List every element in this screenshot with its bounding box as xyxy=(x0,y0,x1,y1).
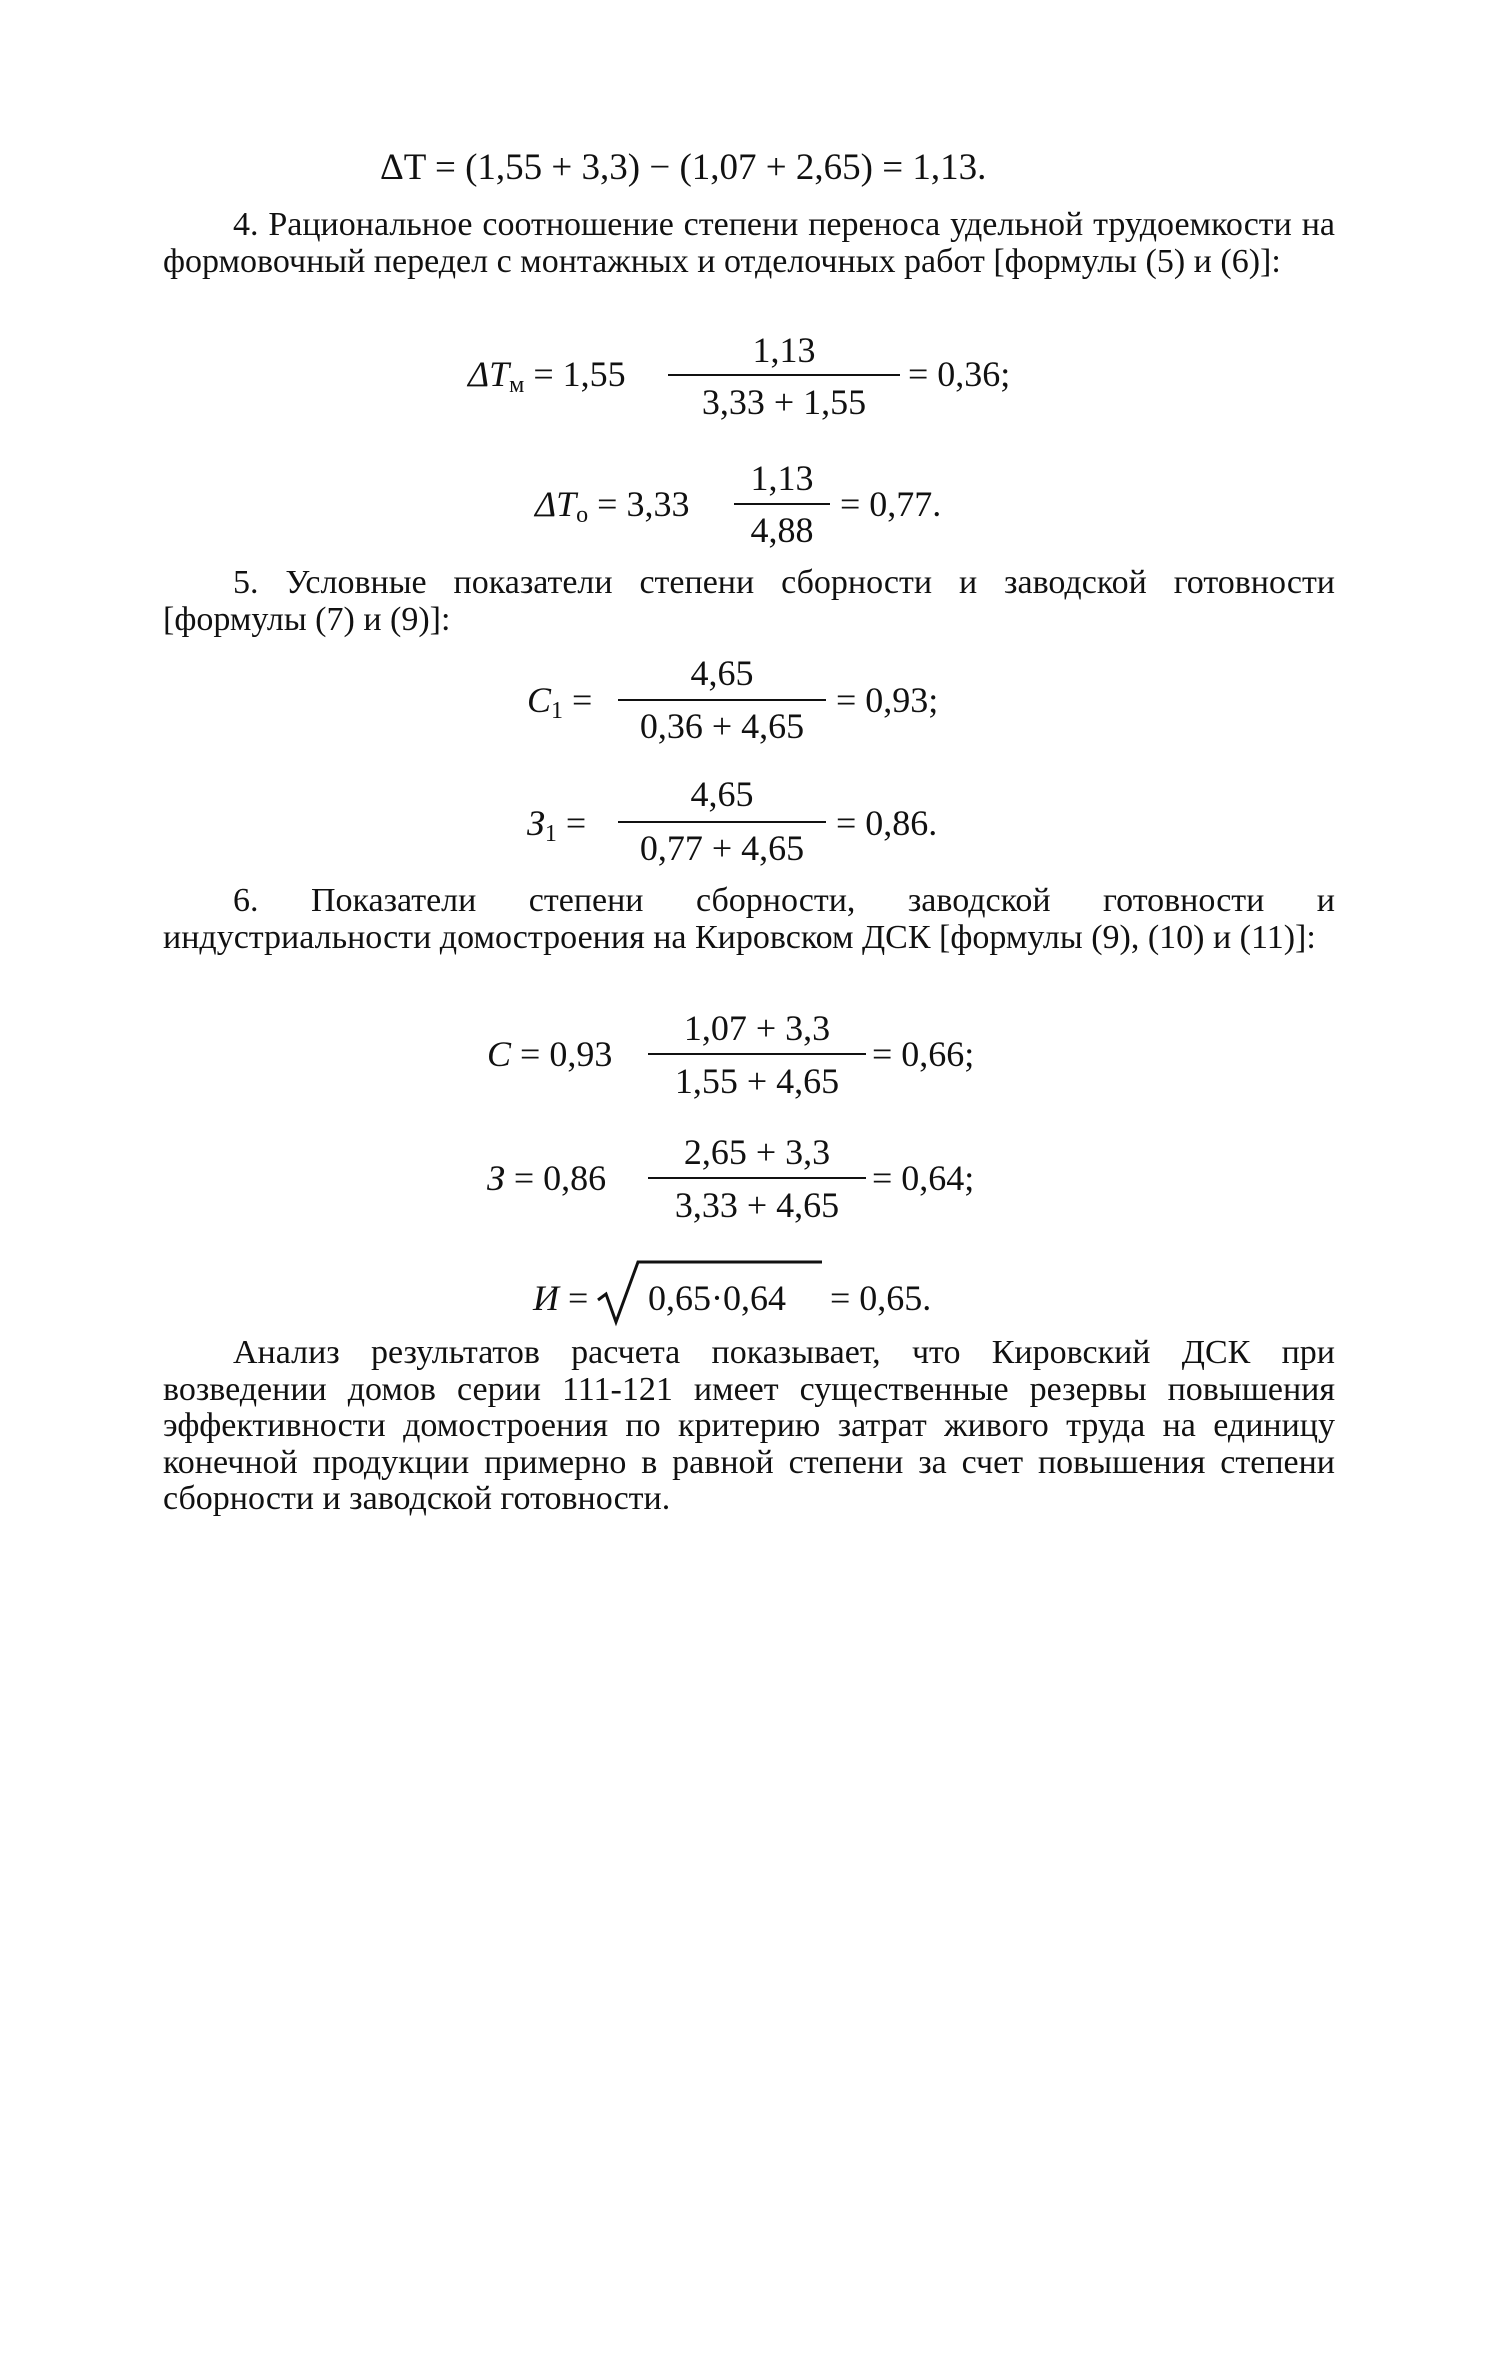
paragraph-5-text: 5. Условные показатели степени сборности и заводской готовности [формулы (7) и (9)]: xyxy=(163,564,1335,638)
equation-delta-tm-var: ΔT xyxy=(468,354,510,394)
equation-z1-eq: = xyxy=(565,803,587,843)
equation-delta-tm-numerator: 1,13 xyxy=(752,330,816,370)
equation-z1-numerator: 4,65 xyxy=(690,774,754,814)
equation-z1-result: = 0,86. xyxy=(836,803,938,843)
paragraph-4 xyxy=(163,207,1335,280)
equation-c1-fraction-bar xyxy=(618,699,826,701)
equation-delta-tm-result: = 0,36; xyxy=(908,354,1011,394)
equation-c1-denominator: 0,36 + 4,65 xyxy=(639,706,805,746)
equation-z-fraction-bar xyxy=(648,1177,866,1179)
equation-c1-eq: = xyxy=(572,680,593,720)
equation-z-var: З xyxy=(487,1158,505,1198)
equation-c-numerator: 1,07 + 3,3 xyxy=(683,1008,831,1048)
equation-z-result: = 0,64; xyxy=(872,1158,975,1198)
equation-delta-t-text: ΔT = (1,55 + 3,3) − (1,07 + 2,65) = 1,13. xyxy=(380,147,987,188)
equation-c-result: = 0,66; xyxy=(872,1034,975,1074)
equation-c1-numerator: 4,65 xyxy=(690,653,754,693)
equation-z-coef: = 0,86 xyxy=(513,1158,607,1198)
equation-delta-tm-sub: м xyxy=(509,372,525,398)
equation-i-radicand: 0,65·0,64 xyxy=(648,1278,786,1318)
equation-delta-tm-denominator: 3,33 + 1,55 xyxy=(701,382,867,422)
conclusion-text: Анализ результатов расчета показывает, что Кировский ДСК при возведении домов серии 111-121 имеет существенные резервы повышения эффективности домостроения по критерию затрат живого труда на единицу конечной продукции примерно в равной степени за счет повышения степени сборности и заводской готовности. xyxy=(163,1334,1335,1517)
equation-c1-result: = 0,93; xyxy=(836,680,939,720)
equation-delta-to-denominator: 4,88 xyxy=(750,510,814,550)
equation-delta-to-numerator: 1,13 xyxy=(750,458,814,498)
equation-c-fraction-bar xyxy=(648,1053,866,1055)
equation-delta-tm-coef: = 1,55 xyxy=(533,354,626,394)
equation-c-coef: = 0,93 xyxy=(520,1034,613,1074)
conclusion-paragraph xyxy=(163,1335,1335,1518)
equation-delta-t xyxy=(380,148,986,188)
equation-z-numerator: 2,65 + 3,3 xyxy=(683,1132,831,1172)
equation-c1-var: C xyxy=(527,680,552,720)
paragraph-6-text: 6. Показатели степени сборности, заводской готовности и индустриальности домостроения на Кировском ДСК [формулы (9), (10) и (11)]: xyxy=(163,882,1335,956)
equation-z-denominator: 3,33 + 4,65 xyxy=(674,1185,840,1225)
equation-c1-sub: 1 xyxy=(551,698,564,724)
equation-c-denominator: 1,55 + 4,65 xyxy=(674,1061,840,1101)
equation-z1-denominator: 0,77 + 4,65 xyxy=(639,828,805,868)
equation-z1-sub: 1 xyxy=(544,821,557,847)
equation-delta-to-fraction-bar xyxy=(734,503,830,505)
equation-delta-to-result: = 0,77. xyxy=(840,484,942,524)
equation-i-eq: = xyxy=(568,1278,589,1318)
equation-i-var: И xyxy=(533,1278,559,1318)
paragraph-5 xyxy=(163,565,1335,638)
paragraph-4-text: 4. Рациональное соотношение степени переноса удельной трудоемкости на формовочный передел с монтажных и отделочных работ [формулы (5) и (6)]: xyxy=(163,206,1335,280)
equation-delta-to-coef: = 3,33 xyxy=(597,484,690,524)
paragraph-6 xyxy=(163,883,1335,956)
equation-delta-tm-fraction-bar xyxy=(668,374,900,376)
equation-c-var: C xyxy=(487,1034,512,1074)
equation-z1-fraction-bar xyxy=(618,821,826,823)
equation-delta-to-sub: о xyxy=(576,502,589,528)
equation-delta-to-var: ΔT xyxy=(535,484,577,524)
equation-z1-var: З xyxy=(527,803,545,843)
equation-i-result: = 0,65. xyxy=(830,1278,932,1318)
